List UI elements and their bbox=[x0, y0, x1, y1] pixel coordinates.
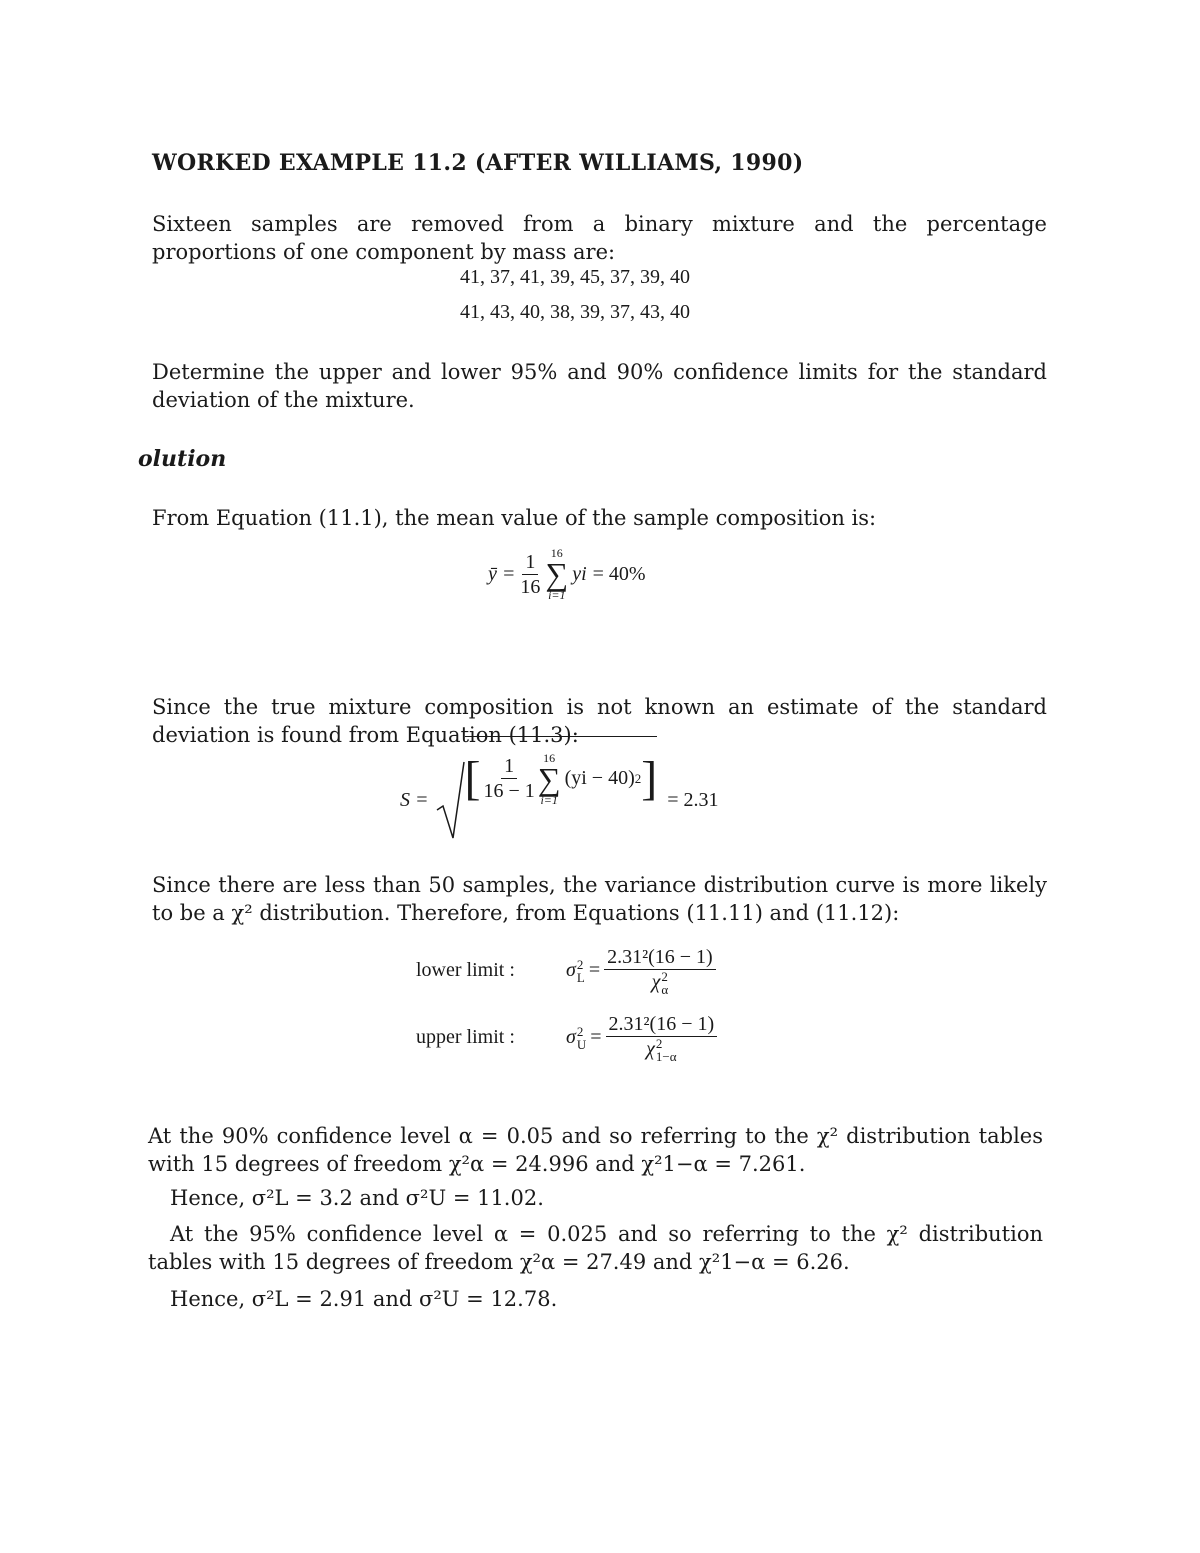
mean-sum bbox=[545, 546, 568, 602]
conf95-paragraph: At the 95% confidence level α = 0.025 and so referring to the χ² distribution tables with 15 degrees of freedom χ²α = 27.49 and χ²1−α = 6.26. bbox=[148, 1222, 1043, 1274]
sd-power: 2 bbox=[634, 770, 642, 786]
upper-sigma-sub: U bbox=[576, 1036, 587, 1052]
mean-sum-top: 16 bbox=[550, 546, 563, 560]
sd-frac-den: 16 − 1 bbox=[483, 780, 535, 802]
sqrt-symbol bbox=[435, 760, 465, 840]
solution-heading: olution bbox=[138, 446, 227, 472]
lower-sigma-sub: L bbox=[576, 969, 585, 985]
sd-sum-bottom: i=1 bbox=[540, 792, 558, 807]
sd-lhs: S = bbox=[400, 788, 429, 811]
data-line-2: 41, 43, 40, 38, 39, 37, 43, 40 bbox=[460, 301, 690, 323]
hence95-line: Hence, σ²L = 2.91 and σ²U = 12.78. bbox=[170, 1287, 558, 1311]
hence90-line: Hence, σ²L = 3.2 and σ²U = 11.02. bbox=[170, 1186, 544, 1210]
sigma-symbol: ∑ bbox=[545, 556, 569, 592]
task-paragraph: Determine the upper and lower 95% and 90% confidence limits for the standard deviation of the mixture. bbox=[152, 360, 1047, 412]
sqrt-body bbox=[465, 736, 658, 807]
mean-intro: From Equation (11.1), the mean value of the sample composition is: bbox=[152, 506, 877, 530]
lower-chi-sub: α bbox=[661, 982, 669, 998]
left-bracket: [ bbox=[464, 751, 481, 805]
upper-numerator: 2.31²(16 − 1) bbox=[606, 1012, 718, 1037]
sd-frac-num: 1 bbox=[501, 754, 517, 779]
lower-numerator: 2.31²(16 − 1) bbox=[604, 945, 716, 970]
lower-limit-equation: lower limit : σ 2 L = 2.31²(16 − 1) χ 2 α bbox=[416, 945, 716, 996]
mean-term: yi bbox=[572, 562, 587, 585]
intro-paragraph: Sixteen samples are removed from a binary mixture and the percentage proportions of one component by mass are: bbox=[152, 212, 1047, 264]
right-bracket: ] bbox=[641, 751, 658, 805]
lower-fraction: 2.31²(16 − 1) χ 2 α bbox=[604, 945, 716, 996]
sigma-symbol: ∑ bbox=[537, 760, 561, 797]
mean-lhs: ȳ = bbox=[488, 562, 516, 585]
sd-result: = 2.31 bbox=[667, 788, 719, 811]
sd-intro: Since the true mixture composition is not known an estimate of the standard deviation is found from Equation (11.3): bbox=[152, 695, 1047, 747]
lower-sigma: σ bbox=[566, 959, 576, 982]
upper-limit-equation: upper limit : σ 2 U = 2.31²(16 − 1) χ 2 1−α bbox=[416, 1012, 717, 1063]
sd-term: (yi − 40) bbox=[564, 767, 635, 789]
upper-limit-label: upper limit : bbox=[416, 1026, 515, 1049]
sd-sum-top: 16 bbox=[543, 750, 556, 765]
mean-frac-den: 16 bbox=[520, 575, 541, 598]
sd-fraction bbox=[480, 754, 537, 803]
sd-equation bbox=[400, 750, 719, 840]
data-line-1: 41, 37, 41, 39, 45, 37, 39, 40 bbox=[460, 266, 690, 288]
lower-limit-label: lower limit : bbox=[416, 959, 515, 982]
upper-chi: χ bbox=[646, 1038, 655, 1060]
mean-result: = 40% bbox=[592, 562, 646, 585]
lower-chi: χ bbox=[651, 971, 661, 993]
upper-chi-sub: 1−α bbox=[655, 1049, 677, 1065]
upper-fraction: 2.31²(16 − 1) χ 2 1−α bbox=[606, 1012, 718, 1063]
mean-frac-num: 1 bbox=[522, 550, 538, 575]
mean-sum-bottom: i=1 bbox=[548, 588, 566, 602]
chi-intro: Since there are less than 50 samples, the variance distribution curve is more likely to be a χ² distribution. Therefore, from Equations (11.11) and (11.12): bbox=[152, 873, 1047, 925]
conf90-paragraph: At the 90% confidence level α = 0.05 and so referring to the χ² distribution tables with 15 degrees of freedom χ²α = 24.996 and χ²1−α = 7.261. bbox=[148, 1124, 1043, 1176]
sd-sum bbox=[538, 751, 561, 807]
mean-equation bbox=[488, 546, 646, 602]
upper-sigma: σ bbox=[566, 1026, 576, 1049]
mean-fraction bbox=[517, 550, 543, 599]
example-title: WORKED EXAMPLE 11.2 (AFTER WILLIAMS, 1990) bbox=[152, 150, 804, 176]
